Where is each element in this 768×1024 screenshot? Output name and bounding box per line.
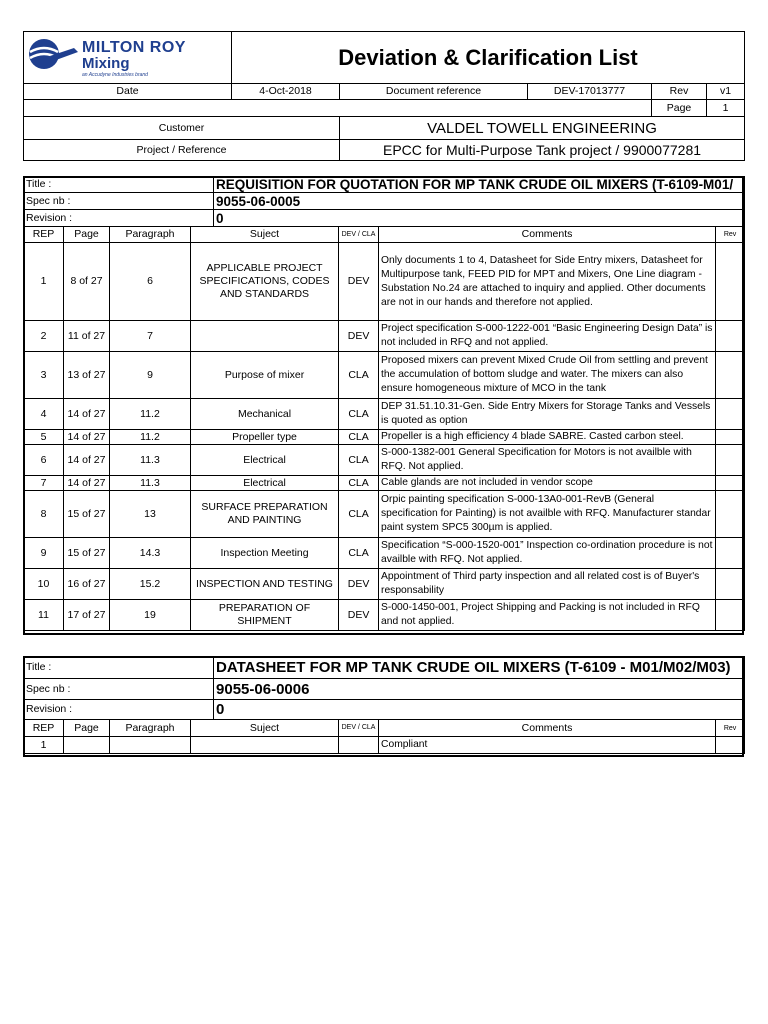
row-page: 8 of 27: [64, 243, 110, 321]
table-row: [24, 569, 745, 600]
s2-revision-value: 0: [214, 700, 745, 720]
row-rev: [716, 476, 745, 491]
date-value: 4-Oct-2018: [232, 84, 340, 100]
col-rep: REP: [24, 227, 64, 243]
row-rev: [716, 737, 745, 754]
col-subject: Suject: [191, 227, 339, 243]
docref-label: Document reference: [340, 84, 528, 100]
s1-revision-label: Revision :: [24, 210, 214, 227]
s2-spec-label: Spec nb :: [24, 679, 214, 700]
row-subject: Propeller type: [191, 430, 339, 445]
table-row: [24, 321, 745, 352]
row-rev: [716, 538, 745, 569]
row-paragraph: 11.2: [110, 430, 191, 445]
row-page: 14 of 27: [64, 476, 110, 491]
row-paragraph: 14.3: [110, 538, 191, 569]
logo-tagline: an Accudyne Industries brand: [82, 72, 148, 78]
row-comment: Propeller is a high efficiency 4 blade SABRE. Casted carbon steel.: [379, 430, 716, 445]
row-rep: 5: [24, 430, 64, 445]
row-rep: 8: [24, 491, 64, 538]
row-comment: Appointment of Third party inspection and all related cost is of Buyer's responsability: [379, 569, 716, 600]
table-row: [24, 243, 745, 321]
col-rev: Rev: [716, 227, 745, 243]
row-rev: [716, 399, 745, 430]
row-rep: 2: [24, 321, 64, 352]
row-subject: APPLICABLE PROJECT SPECIFICATIONS, CODES AND STANDARDS: [191, 243, 339, 321]
table-row: [24, 737, 745, 754]
row-type: CLA: [339, 430, 379, 445]
table-row: [24, 491, 745, 538]
row-page: 16 of 27: [64, 569, 110, 600]
row-comment: S-000-1382-001 General Specification for Motors is not availble with RFQ. Not applied.: [379, 445, 716, 476]
customer-value: VALDEL TOWELL ENGINEERING: [340, 117, 745, 140]
row-page: 15 of 27: [64, 491, 110, 538]
s1-revision-value: 0: [214, 210, 745, 227]
row-page: 11 of 27: [64, 321, 110, 352]
row-paragraph: 11.3: [110, 445, 191, 476]
s1-spec-value: 9055-06-0005: [214, 193, 745, 210]
table-row: [24, 476, 745, 491]
s1-title-label: Title :: [24, 177, 214, 193]
row-subject: [191, 737, 339, 754]
table-row: [24, 352, 745, 399]
col-comments: Comments: [379, 227, 716, 243]
document-title: Deviation & Clarification List: [232, 32, 745, 84]
row-type: DEV: [339, 321, 379, 352]
row-comment: S-000-1450-001, Project Shipping and Packing is not included in RFQ and not applied.: [379, 600, 716, 631]
row-subject: Electrical: [191, 476, 339, 491]
row-paragraph: 11.2: [110, 399, 191, 430]
row-rep: 1: [24, 737, 64, 754]
page-value: 1: [707, 100, 745, 117]
row-comment: Project specification S-000-1222-001 “Basic Engineering Design Data” is not included in RFQ and not applied.: [379, 321, 716, 352]
row-subject: INSPECTION AND TESTING: [191, 569, 339, 600]
row-rev: [716, 352, 745, 399]
row-rep: 7: [24, 476, 64, 491]
table-row: [24, 600, 745, 631]
s2-title-value: DATASHEET FOR MP TANK CRUDE OIL MIXERS (T-6109 - M01/M02/M03): [214, 657, 745, 679]
col-devcla: DEV / CLA: [339, 720, 379, 737]
customer-label: Customer: [24, 117, 340, 140]
row-rep: 3: [24, 352, 64, 399]
row-comment: Specification “S-000-1520-001” Inspection co-ordination procedure is not availble with RFQ. Not applied.: [379, 538, 716, 569]
row-subject: Mechanical: [191, 399, 339, 430]
row-subject: Inspection Meeting: [191, 538, 339, 569]
row-type: CLA: [339, 352, 379, 399]
row-rep: 10: [24, 569, 64, 600]
row-rep: 1: [24, 243, 64, 321]
header-table: [23, 31, 745, 161]
row-subject: Electrical: [191, 445, 339, 476]
logo-line1: MILTON ROY: [82, 39, 186, 56]
table-row: [24, 538, 745, 569]
row-subject: Purpose of mixer: [191, 352, 339, 399]
row-rep: 11: [24, 600, 64, 631]
date-label: Date: [24, 84, 232, 100]
row-rev: [716, 430, 745, 445]
col-page: Page: [64, 227, 110, 243]
col-comments: Comments: [379, 720, 716, 737]
row-paragraph: 7: [110, 321, 191, 352]
row-rev: [716, 491, 745, 538]
row-rep: 6: [24, 445, 64, 476]
section1-grid: [23, 176, 745, 631]
section2-grid: [23, 656, 745, 754]
row-page: 14 of 27: [64, 445, 110, 476]
row-type: CLA: [339, 399, 379, 430]
col-devcla: DEV / CLA: [339, 227, 379, 243]
col-subject: Suject: [191, 720, 339, 737]
table-row: [24, 430, 745, 445]
rev-label: Rev: [652, 84, 707, 100]
row-paragraph: 9: [110, 352, 191, 399]
row-page: 14 of 27: [64, 430, 110, 445]
row-paragraph: 15.2: [110, 569, 191, 600]
s1-spec-label: Spec nb :: [24, 193, 214, 210]
row-subject: SURFACE PREPARATION AND PAINTING: [191, 491, 339, 538]
row-type: DEV: [339, 569, 379, 600]
row-type: DEV: [339, 243, 379, 321]
row-type: CLA: [339, 491, 379, 538]
row-comment: Compliant: [379, 737, 716, 754]
row-paragraph: 19: [110, 600, 191, 631]
table-row: [24, 445, 745, 476]
col-paragraph: Paragraph: [110, 227, 191, 243]
project-value: EPCC for Multi-Purpose Tank project / 9900077281: [340, 140, 745, 161]
row-page: 14 of 27: [64, 399, 110, 430]
row-rep: 9: [24, 538, 64, 569]
table-row: [24, 399, 745, 430]
s2-spec-value: 9055-06-0006: [214, 679, 745, 700]
row-page: 15 of 27: [64, 538, 110, 569]
row-paragraph: [110, 737, 191, 754]
row-comment: Proposed mixers can prevent Mixed Crude Oil from settling and prevent the accumulation of bottom sludge and water. The mixers can also ensure homogeneous mixture of MCO in the tank: [379, 352, 716, 399]
row-comment: DEP 31.51.10.31-Gen. Side Entry Mixers for Storage Tanks and Vessels is quoted as option: [379, 399, 716, 430]
row-page: 17 of 27: [64, 600, 110, 631]
row-subject: [191, 321, 339, 352]
row-paragraph: 6: [110, 243, 191, 321]
s2-title-label: Title :: [24, 657, 214, 679]
row-rep: 4: [24, 399, 64, 430]
project-label: Project / Reference: [24, 140, 340, 161]
page-label: Page: [652, 100, 707, 117]
row-rev: [716, 243, 745, 321]
row-rev: [716, 321, 745, 352]
row-subject: PREPARATION OF SHIPMENT: [191, 600, 339, 631]
col-rep: REP: [24, 720, 64, 737]
row-type: CLA: [339, 445, 379, 476]
col-paragraph: Paragraph: [110, 720, 191, 737]
col-rev: Rev: [716, 720, 745, 737]
row-paragraph: 11.3: [110, 476, 191, 491]
row-page: [64, 737, 110, 754]
docref-value: DEV-17013777: [528, 84, 652, 100]
row-paragraph: 13: [110, 491, 191, 538]
rev-value: v1: [707, 84, 745, 100]
row-comment: Orpic painting specification S-000-13A0-001-RevB (General specification for Painting) is not availble with RFQ. Manufacturer standar paint system SPC5 300µm is applied.: [379, 491, 716, 538]
logo-line2: Mixing: [82, 55, 130, 72]
row-comment: Only documents 1 to 4, Datasheet for Side Entry mixers, Datasheet for Multipurpose tank, FEED PID for MPT and Mixers, One Line diagram -Substation No.24 are attached to inquiry and applied. Other documents are not in our hands and therefore not applied.: [379, 243, 716, 321]
row-rev: [716, 445, 745, 476]
row-rev: [716, 569, 745, 600]
row-type: DEV: [339, 600, 379, 631]
row-rev: [716, 600, 745, 631]
row-comment: Cable glands are not included in vendor scope: [379, 476, 716, 491]
col-page: Page: [64, 720, 110, 737]
s2-revision-label: Revision :: [24, 700, 214, 720]
row-page: 13 of 27: [64, 352, 110, 399]
row-type: [339, 737, 379, 754]
row-type: CLA: [339, 538, 379, 569]
s1-title-value: REQUISITION FOR QUOTATION FOR MP TANK CRUDE OIL MIXERS (T-6109-M01/: [214, 177, 745, 193]
row-type: CLA: [339, 476, 379, 491]
